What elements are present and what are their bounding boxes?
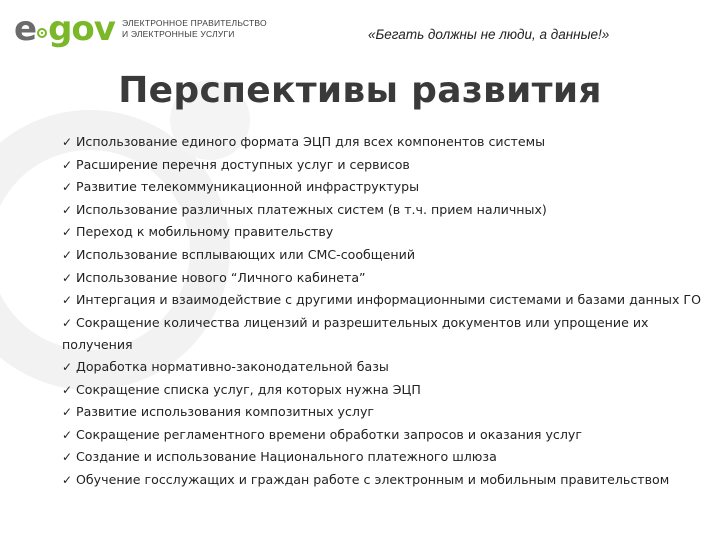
list-item bbox=[62, 154, 712, 177]
list-item bbox=[62, 446, 712, 469]
checkmark-icon: ✓ bbox=[62, 450, 73, 465]
list-item-text: Развитие использования композитных услуг bbox=[76, 404, 375, 420]
list-item bbox=[62, 289, 712, 312]
checkmark-icon: ✓ bbox=[62, 382, 73, 397]
list-item bbox=[62, 267, 712, 290]
checkmark-icon: ✓ bbox=[62, 293, 73, 308]
org-name bbox=[122, 18, 267, 40]
list-item-text: Использование единого формата ЭЦП для всех компонентов системы bbox=[76, 134, 546, 149]
checkmark-icon: ✓ bbox=[62, 202, 73, 217]
list-item-text: Интергация и взаимодействие с другими информационными системами и базами данных ГО bbox=[76, 292, 701, 308]
checkmark-icon: ✓ bbox=[62, 315, 73, 330]
list-item-text: Расширение перечня доступных услуг и сервисов bbox=[76, 156, 410, 172]
logo-e: e bbox=[14, 9, 38, 49]
org-name-line-1: ЭЛЕКТРОННОЕ ПРАВИТЕЛЬСТВО bbox=[122, 18, 267, 28]
list-item-text: Доработка нормативно-законодательной базы bbox=[76, 358, 389, 374]
list-item-text: Использование всплывающих или СМС-сообщений bbox=[76, 246, 416, 262]
checkmark-icon: ✓ bbox=[62, 427, 73, 442]
list-item-text: Сокращение списка услуг, для которых нужна ЭЦП bbox=[76, 381, 421, 397]
checkmark-icon: ✓ bbox=[62, 405, 73, 420]
list-item bbox=[62, 131, 712, 154]
checkmark-icon: ✓ bbox=[62, 157, 73, 172]
logo-dot-icon bbox=[37, 28, 47, 38]
list-item bbox=[62, 379, 712, 402]
list-item bbox=[62, 469, 712, 492]
egov-logo[interactable] bbox=[14, 10, 115, 48]
checkmark-icon: ✓ bbox=[62, 180, 73, 195]
list-item bbox=[62, 356, 712, 379]
list-item bbox=[62, 221, 712, 244]
list-item-text: Использование различных платежных систем (в т.ч. прием наличных) bbox=[76, 201, 547, 217]
checkmark-icon: ✓ bbox=[62, 247, 73, 262]
checkmark-icon: ✓ bbox=[62, 359, 73, 374]
list-item-text: Сокращение количества лицензий и разрешительных документов или упрощение их получения bbox=[62, 314, 649, 353]
slogan: «Бегать должны не люди, а данные!» bbox=[368, 27, 610, 42]
checkmark-icon: ✓ bbox=[62, 135, 73, 149]
checkmark-icon: ✓ bbox=[62, 225, 73, 240]
checkmark-icon: ✓ bbox=[62, 472, 73, 487]
org-name-line-2: И ЭЛЕКТРОННЫЕ УСЛУГИ bbox=[122, 29, 235, 39]
list-item-text: Использование нового “Личного кабинета” bbox=[76, 269, 366, 285]
page-title: Перспективы развития bbox=[118, 70, 602, 111]
list-item bbox=[62, 424, 712, 447]
list-item bbox=[62, 199, 712, 222]
list-item-text: Обучение госслужащих и граждан работе с электронным и мобильным правительством bbox=[76, 471, 670, 487]
list-item bbox=[62, 244, 712, 267]
checkmark-icon: ✓ bbox=[62, 270, 73, 285]
list-item-text: Развитие телекоммуникационной инфраструктуры bbox=[76, 179, 420, 195]
list-item bbox=[62, 312, 712, 356]
list-item bbox=[62, 176, 712, 199]
list-item-text: Переход к мобильному правительству bbox=[76, 224, 334, 240]
list-item-text: Создание и использование Национального платежного шлюза bbox=[76, 449, 497, 465]
perspectives-list bbox=[62, 131, 712, 492]
header bbox=[0, 0, 720, 60]
logo-gov: gov bbox=[48, 9, 115, 49]
list-item bbox=[62, 401, 712, 424]
list-item-text: Сокращение регламентного времени обработки запросов и оказания услуг bbox=[76, 426, 582, 442]
